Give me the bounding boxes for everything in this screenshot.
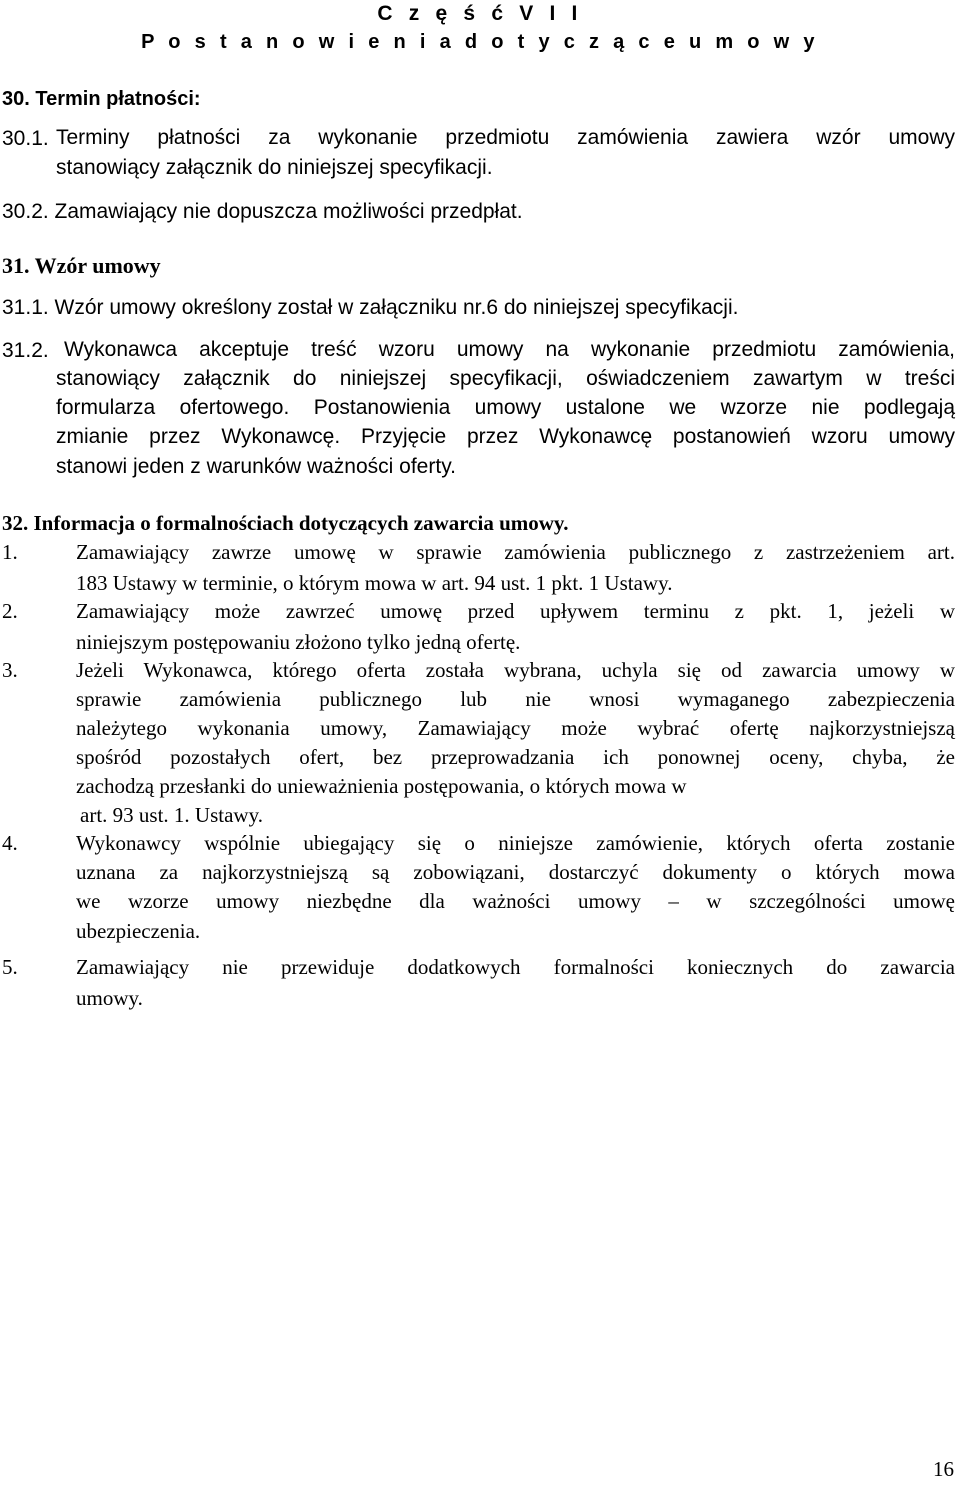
part-title: P o s t a n o w i e n i a d o t y c z ą c e u m o w y: [141, 31, 819, 53]
list-item-line: Zamawiający nie przewiduje dodatkowych formalności koniecznych do zawarcia: [76, 955, 955, 979]
section-31-2-line-4: zmianie przez Wykonawcę. Przyjęcie przez Wykonawcę postanowień wzoru umowy: [56, 425, 955, 448]
section-31-1: 31.1. Wzór umowy określony został w załączniku nr.6 do niniejszej specyfikacji.: [2, 296, 739, 319]
list-item-line: niniejszym postępowaniu złożono tylko jedną ofertę.: [76, 630, 521, 654]
section-31-2-line-1: Wykonawca akceptuje treść wzoru umowy na wykonanie przedmiotu zamówienia,: [64, 338, 955, 361]
list-item-line: zachodzą przesłanki do unieważnienia postępowania, o których mowa w: [76, 774, 687, 798]
list-item-number: 4.: [2, 831, 18, 855]
list-item-line: Wykonawcy wspólnie ubiegający się o niniejsze zamówienie, których oferta zostanie: [76, 831, 955, 855]
section-30-heading: 30. Termin płatności:: [2, 88, 201, 110]
page-number: 16: [933, 1457, 954, 1481]
list-item-line: umowy.: [76, 986, 143, 1010]
list-item-number: 2.: [2, 599, 18, 623]
list-item-line: należytego wykonania umowy, Zamawiający może wybrać ofertę najkorzystniejszą: [76, 716, 955, 740]
list-item-line: Jeżeli Wykonawca, którego oferta została wybrana, uchyla się od zawarcia umowy w: [76, 658, 955, 682]
section-31-2-line-3: formularza ofertowego. Postanowienia umowy ustalone we wzorze nie podlegają: [56, 396, 955, 419]
list-item-number: 5.: [2, 955, 18, 979]
section-30-2: 30.2. Zamawiający nie dopuszcza możliwości przedpłat.: [2, 200, 523, 223]
list-item-line: spośród pozostałych ofert, bez przeprowadzania ich ponownej oceny, chyba, że: [76, 745, 955, 769]
list-item-line: art. 93 ust. 1. Ustawy.: [80, 803, 263, 827]
list-item-line: we wzorze umowy niezbędne dla ważności umowy – w szczególności umowę: [76, 889, 955, 913]
section-31-heading: 31. Wzór umowy: [2, 253, 161, 278]
list-item-line: sprawie zamówienia publicznego lub nie wnosi wymaganego zabezpieczenia: [76, 687, 955, 711]
list-item-line: uznana za najkorzystniejszą są zobowiązani, dostarczyć dokumenty o których mowa: [76, 860, 955, 884]
list-item-line: ubezpieczenia.: [76, 919, 201, 943]
part-heading: C z ę ś ć V I I: [377, 2, 583, 25]
list-item-line: 183 Ustawy w terminie, o którym mowa w art. 94 ust. 1 pkt. 1 Ustawy.: [76, 571, 673, 595]
section-31-2-line-2: stanowiący załącznik do niniejszej specyfikacji, oświadczeniem zawartym w treści: [56, 367, 955, 390]
list-item-line: Zamawiający zawrze umowę w sprawie zamówienia publicznego z zastrzeżeniem art.: [76, 540, 955, 564]
section-30-1-line-1: Terminy płatności za wykonanie przedmiotu zamówienia zawiera wzór umowy: [56, 126, 955, 149]
section-31-2-line-5: stanowi jeden z warunków ważności oferty.: [56, 455, 456, 478]
section-32-heading: 32. Informacja o formalnościach dotyczących zawarcia umowy.: [2, 511, 569, 535]
list-item-number: 1.: [2, 540, 18, 564]
list-item-number: 3.: [2, 658, 18, 682]
section-30-1-number: 30.1.: [2, 127, 49, 150]
section-31-2-number: 31.2.: [2, 339, 49, 362]
section-30-1-line-2: stanowiący załącznik do niniejszej specyfikacji.: [56, 156, 493, 179]
list-item-line: Zamawiający może zawrzeć umowę przed upływem terminu z pkt. 1, jeżeli w: [76, 599, 955, 623]
